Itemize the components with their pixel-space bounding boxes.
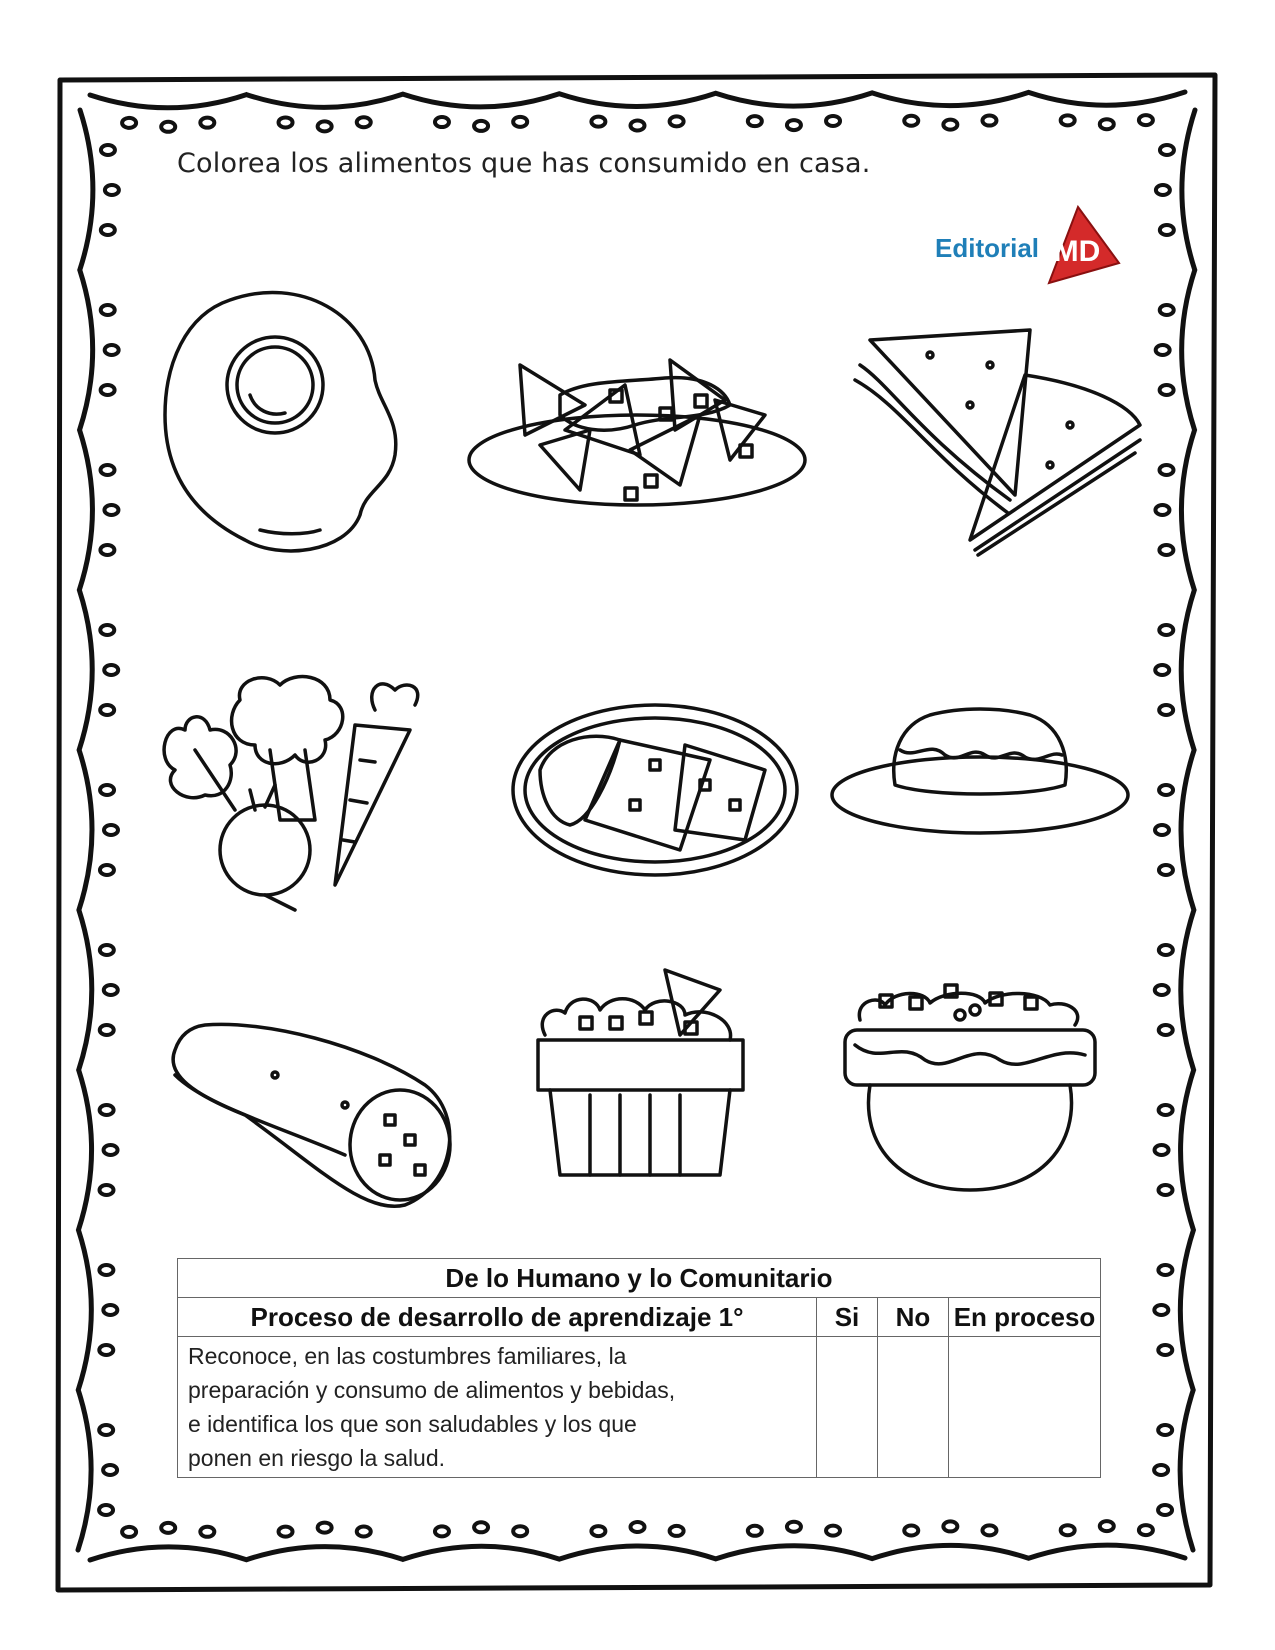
flan-icon [830, 705, 1130, 835]
bowl-of-food-icon [840, 975, 1100, 1195]
editorial-md-logo [935, 205, 1125, 285]
chilaquiles-icon [465, 360, 810, 510]
column-si: Si [817, 1298, 878, 1337]
evaluation-title: De lo Humano y lo Comunitario [178, 1259, 1101, 1298]
logo-triangle-icon [1043, 205, 1123, 285]
column-en-proceso: En proceso [949, 1298, 1101, 1337]
guacamole-icon [535, 965, 745, 1180]
fried-egg-icon [160, 285, 400, 555]
instruction-text: Colorea los alimentos que has consumido en casa. [177, 148, 871, 179]
logo-mark: MD [1053, 235, 1101, 268]
description-line: Reconoce, en las costumbres familiares, la [188, 1343, 627, 1369]
evaluation-description [178, 1337, 817, 1478]
burrito-icon [165, 1015, 465, 1215]
logo-text: Editorial [935, 233, 1040, 263]
evaluation-table [177, 1258, 1101, 1478]
enchiladas-icon [510, 700, 800, 880]
checkbox-en-proceso[interactable] [949, 1337, 1101, 1478]
description-line: preparación y consumo de alimentos y bebidas, [188, 1377, 676, 1403]
description-line: e identifica los que son saludables y los que [188, 1411, 637, 1437]
column-process: Proceso de desarrollo de aprendizaje 1° [178, 1298, 817, 1337]
checkbox-si[interactable] [817, 1337, 878, 1478]
description-line: ponen en riesgo la salud. [188, 1445, 446, 1471]
column-no: No [878, 1298, 949, 1337]
quesadillas-icon [850, 325, 1150, 555]
vegetables-icon [155, 670, 445, 915]
checkbox-no[interactable] [878, 1337, 949, 1478]
